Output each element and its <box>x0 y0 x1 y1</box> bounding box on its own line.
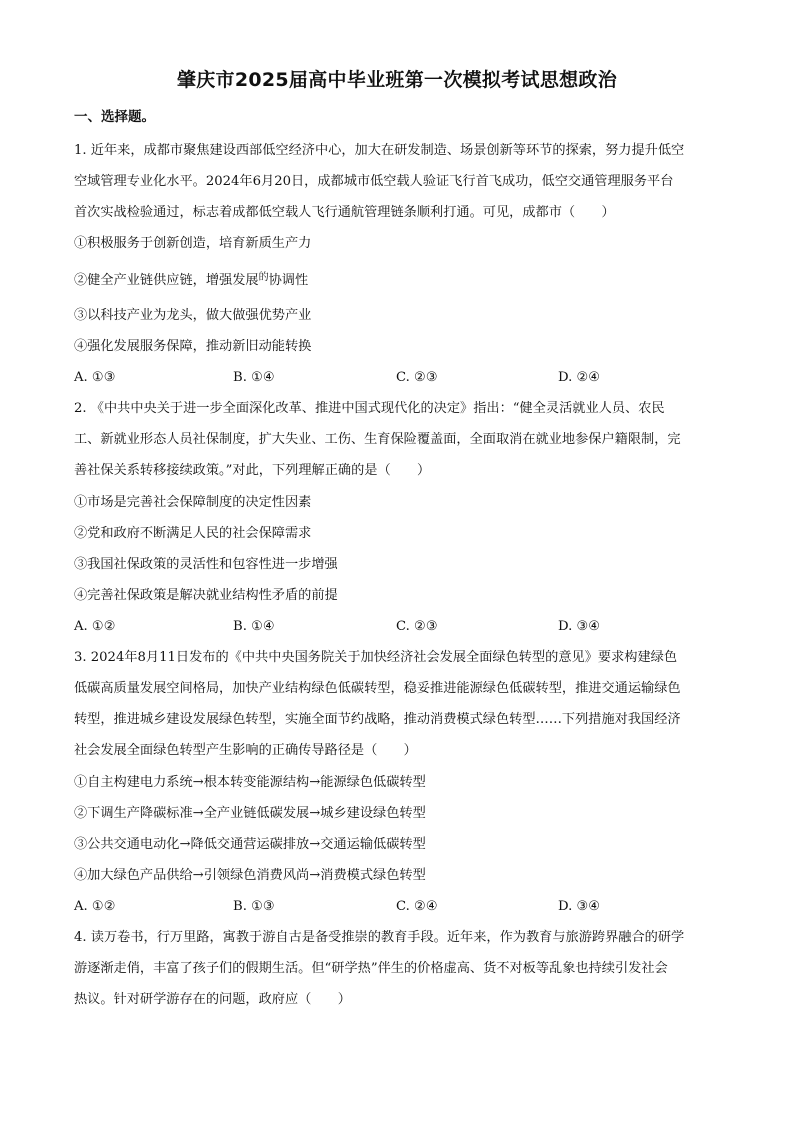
q3-stem-line-1: 3. 2024年8月11日发布的《中共中央国务院关于加快经济社会发展全面绿色转型的意见》要求构建绿色 <box>74 650 678 665</box>
q3-option-b: B. ①③ <box>233 899 275 914</box>
q1-statement-2-main: ②健全产业链供应链，增强发展 <box>74 273 259 288</box>
q1-stem-line-1: 1. 近年来，成都市聚焦建设西部低空经济中心，加大在研发制造、场景创新等环节的探索，努力提升低空 <box>74 143 685 158</box>
q1-statement-2-tail: 协调性 <box>268 273 309 288</box>
q2-option-c: C. ②③ <box>396 619 438 634</box>
q1-statement-4: ④强化发展服务保障，推动新旧动能转换 <box>74 339 312 354</box>
q4-stem-line-1: 4. 读万卷书，行万里路，寓教于游自古是备受推崇的教育手段。近年来，作为教育与旅游跨界融合的研学 <box>74 930 685 945</box>
q1-stem-line-3: 首次实战检验通过，标志着成都低空载人飞行通航管理链条顺利打通。可见，成都市（ ） <box>74 205 615 220</box>
q1-statement-3: ③以科技产业为龙头，做大做强优势产业 <box>74 308 312 323</box>
q3-statement-3: ③公共交通电动化→降低交通营运碳排放→交通运输低碳转型 <box>74 837 426 852</box>
q2-option-a: A. ①② <box>74 619 116 634</box>
q2-stem-line-3: 善社保关系转移接续政策。”对此，下列理解正确的是（ ） <box>74 463 431 478</box>
q1-stem-line-2: 空域管理专业化水平。2024年6月20日，成都城市低空载人验证飞行首飞成功，低空交通管理服务平台 <box>74 174 674 189</box>
q1-statement-2-sup: 的 <box>258 272 269 283</box>
q3-option-c: C. ②④ <box>396 899 438 914</box>
q3-option-a: A. ①② <box>74 899 116 914</box>
q1-option-a: A. ①③ <box>74 370 116 385</box>
q1-option-c: C. ②③ <box>396 370 438 385</box>
q4-stem-line-2: 游逐渐走俏，丰富了孩子们的假期生活。但“研学热”伴生的价格虚高、货不对板等乱象也持续引发社会 <box>74 961 668 976</box>
q1-statement-1: ①积极服务于创新创造，培育新质生产力 <box>74 236 312 251</box>
section-heading: 一、选择题。 <box>74 109 155 125</box>
q1-option-b: B. ①④ <box>233 370 275 385</box>
q2-stem-line-1: 2. 《中共中央关于进一步全面深化改革、推进中国式现代化的决定》指出：“健全灵活就业人员、农民 <box>74 401 665 416</box>
q2-option-b: B. ①④ <box>233 619 275 634</box>
q3-stem-line-2: 低碳高质量发展空间格局，加快产业结构绿色低碳转型，稳妥推进能源绿色低碳转型，推进交通运输绿色 <box>74 681 681 696</box>
q1-option-d: D. ②④ <box>558 370 601 385</box>
q3-option-d: D. ③④ <box>558 899 601 914</box>
q4-stem-line-3: 热议。针对研学游存在的问题，政府应（ ） <box>74 992 351 1007</box>
q2-stem-line-2: 工、新就业形态人员社保制度，扩大失业、工伤、生育保险覆盖面，全面取消在就业地参保户籍限制，完 <box>74 432 681 447</box>
q3-stem-line-4: 社会发展全面绿色转型产生影响的正确传导路径是（ ） <box>74 743 417 758</box>
q2-statement-4: ④完善社保政策是解决就业结构性矛盾的前提 <box>74 588 338 603</box>
q2-statement-3: ③我国社保政策的灵活性和包容性进一步增强 <box>74 557 338 572</box>
q3-stem-line-3: 转型，推进城乡建设发展绿色转型，实施全面节约战略，推动消费模式绿色转型……下列措施对我国经济 <box>74 712 681 727</box>
q2-statement-2: ②党和政府不断满足人民的社会保障需求 <box>74 526 312 541</box>
q1-statement-2 <box>74 271 722 292</box>
page-title: 肇庆市2025届高中毕业班第一次模拟考试思想政治 <box>176 69 618 91</box>
q3-statement-2: ②下调生产降碳标准→全产业链低碳发展→城乡建设绿色转型 <box>74 806 426 821</box>
q3-statement-1: ①自主构建电力系统→根本转变能源结构→能源绿色低碳转型 <box>74 775 426 790</box>
q3-statement-4: ④加大绿色产品供给→引领绿色消费风尚→消费模式绿色转型 <box>74 868 426 883</box>
q2-option-d: D. ③④ <box>558 619 601 634</box>
q2-statement-1: ①市场是完善社会保障制度的决定性因素 <box>74 495 312 510</box>
